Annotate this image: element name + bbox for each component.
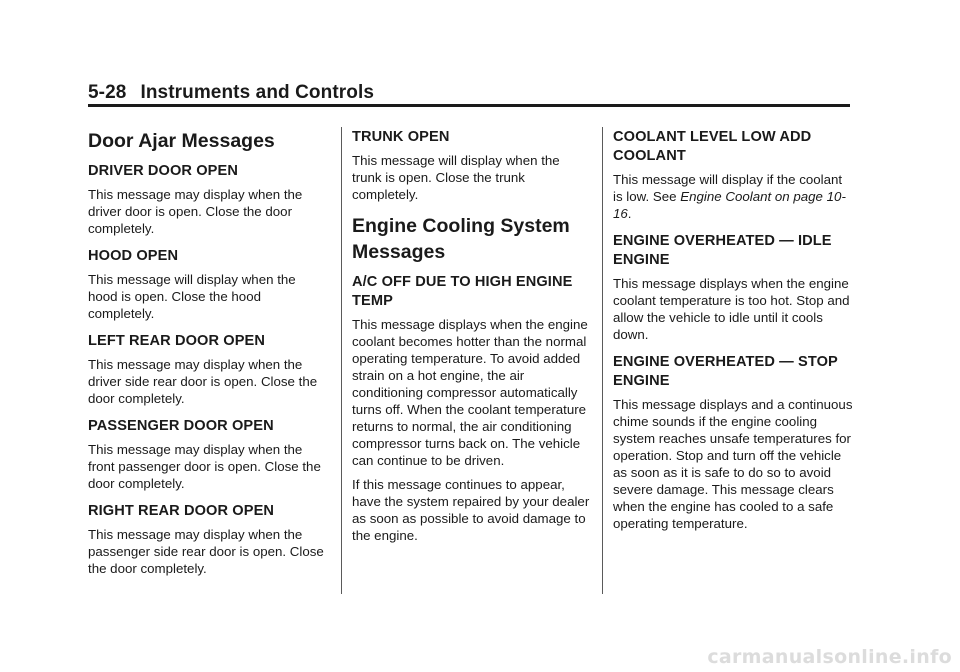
- heading-right-rear-door-open: RIGHT REAR DOOR OPEN: [88, 503, 275, 519]
- text-coolant-level-low: [613, 171, 853, 222]
- column-2: [352, 128, 590, 554]
- heading-left-rear-door-open: LEFT REAR DOOR OPEN: [88, 333, 266, 349]
- text-engine-overheated-stop: This message displays and a continuous chime sounds if the engine cooling system reaches unsafe temperatures for operation. Stop and turn off the vehicle as soon as it is safe to do so to avoid severe damage. This message clears when the engine has cooled to a safe operating temperature.: [613, 397, 853, 531]
- heading-hood-open: HOOD OPEN: [88, 248, 179, 264]
- heading-ac-off: A/C OFF DUE TO HIGH ENGINE TEMP: [352, 274, 573, 309]
- coolant-cross-reference[interactable]: Engine Coolant on page 10-16: [613, 189, 846, 221]
- text-hood-open: This message will display when the hood is open. Close the hood completely.: [88, 272, 296, 321]
- text-passenger-door-open: This message may display when the front passenger door is open. Close the door completely.: [88, 442, 321, 491]
- column-divider-1: [341, 127, 342, 594]
- text-engine-overheated-idle: This message displays when the engine coolant temperature is too hot. Stop and allow the vehicle to idle until it cools down.: [613, 276, 850, 342]
- column-divider-2: [602, 127, 603, 594]
- coolant-text-post: .: [627, 206, 632, 221]
- heading-driver-door-open: DRIVER DOOR OPEN: [88, 163, 238, 179]
- section-title-door-ajar: Door Ajar Messages: [88, 130, 275, 152]
- text-driver-door-open: This message may display when the driver door is open. Close the door completely.: [88, 187, 303, 236]
- watermark: carmanualsonline.info: [707, 646, 952, 668]
- heading-coolant-level-low: COOLANT LEVEL LOW ADD COOLANT: [613, 129, 812, 164]
- coolant-text-pre: This message will display if the coolant is low. See: [613, 172, 843, 204]
- page-header: [88, 82, 850, 104]
- text-left-rear-door-open: This message may display when the driver side rear door is open. Close the door completely.: [88, 357, 318, 406]
- text-ac-off-1: This message displays when the engine coolant becomes hotter than the normal operating temperature. To avoid added strain on a hot engine, the air conditioning compressor automatically turns off. When the coolant temperature returns to normal, the air conditioning compressor turns back on. The vehicle can continue to be driven.: [352, 317, 588, 468]
- text-right-rear-door-open: This message may display when the passenger side rear door is open. Close the door completely.: [88, 527, 324, 576]
- text-trunk-open: This message will display when the trunk is open. Close the trunk completely.: [352, 153, 560, 202]
- chapter-title: Instruments and Controls: [140, 82, 375, 103]
- heading-engine-overheated-stop: ENGINE OVERHEATED — STOP ENGINE: [613, 354, 838, 389]
- column-3: [613, 128, 853, 542]
- page-number: 5-28: [88, 82, 127, 103]
- header-rule: [88, 104, 850, 107]
- column-1: [88, 128, 328, 587]
- heading-trunk-open: TRUNK OPEN: [352, 129, 450, 145]
- heading-engine-overheated-idle: ENGINE OVERHEATED — IDLE ENGINE: [613, 233, 832, 268]
- text-ac-off-2: If this message continues to appear, have the system repaired by your dealer as soon as possible to avoid damage to the engine.: [352, 477, 590, 543]
- heading-passenger-door-open: PASSENGER DOOR OPEN: [88, 418, 274, 434]
- section-title-engine-cooling: Engine Cooling System Messages: [352, 215, 570, 263]
